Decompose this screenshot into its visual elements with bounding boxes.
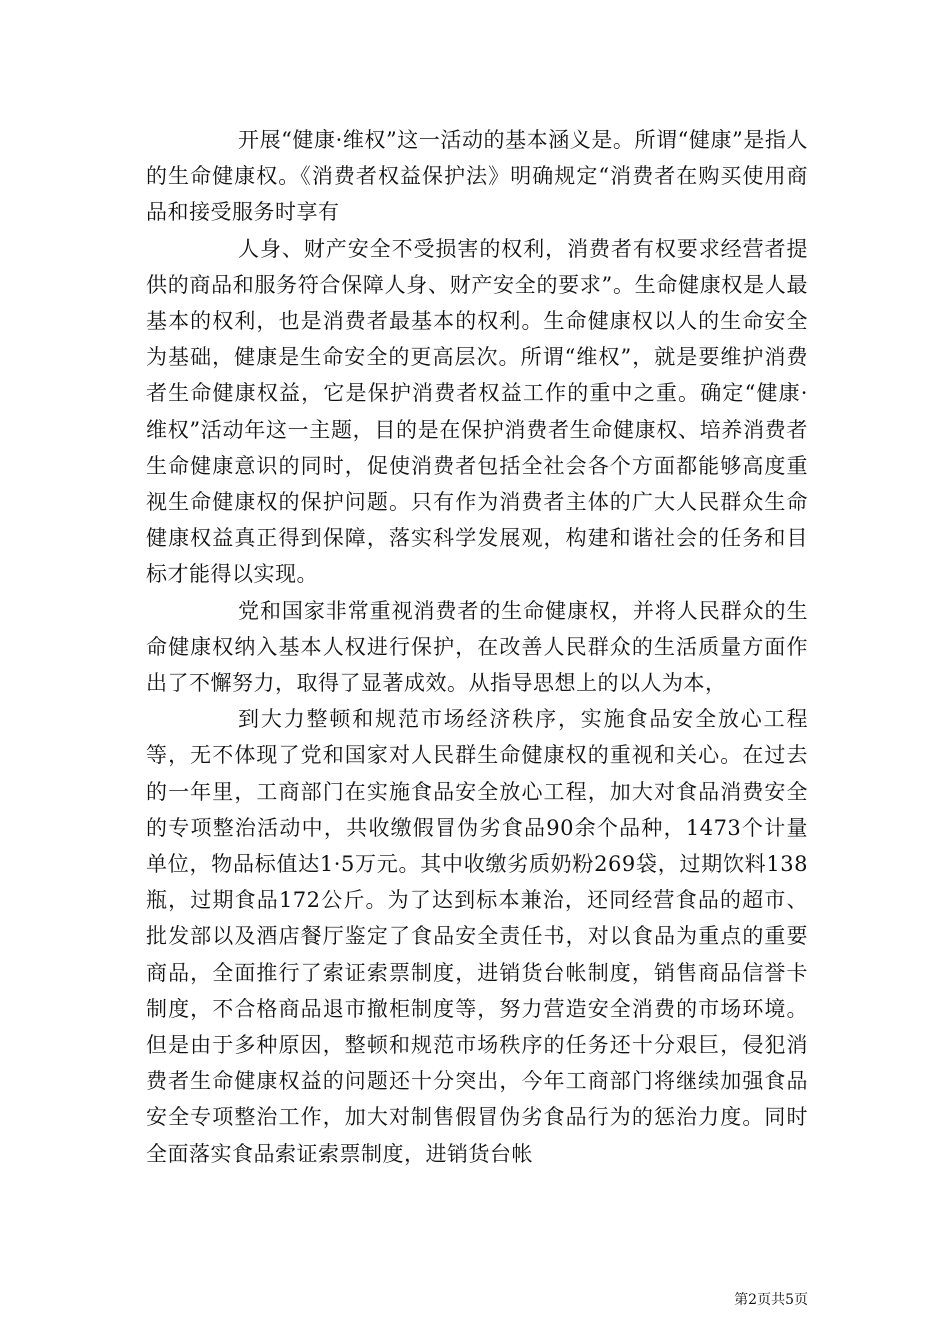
paragraph-life-health-right: 人身、财产安全不受损害的权利，消费者有权要求经营者提供的商品和服务符合保障人身、财产安全的要求”。生命健康权是人最基本的权利，也是消费者最基本的权利。生命健康权以人的生命安全为基础，健康是生命安全的更高层次。所谓“维权”，就是要维护消费者生命健康权益，它是保护消费者权益工作的重中之重。确定“健康·维权”活动年这一主题，目的是在保护消费者生命健康权、培养消费者生命健康意识的同时，促使消费者包括全社会各个方面都能够高度重视生命健康权的保护问题。只有作为消费者主体的广大人民群众生命健康权益真正得到保障，落实科学发展观，构建和谐社会的任务和目标才能得以实现。 — [146, 236, 808, 587]
paragraph-health-rights-definition: 开展“健康·维权”这一活动的基本涵义是。所谓“健康”是指人的生命健康权。《消费者权益保护法》明确规定“消费者在购买使用商品和接受服务时享有 — [146, 128, 808, 225]
page-number-footer: 第2页共5页 — [734, 1292, 808, 1308]
paragraph-party-and-state: 党和国家非常重视消费者的生命健康权，并将人民群众的生命健康权纳入基本人权进行保护，在改善人民群众的生活质量方面作出了不懈努力，取得了显著成效。从指导思想上的以人为本， — [146, 598, 808, 696]
paragraph-food-safety-work: 到大力整顿和规范市场经济秩序，实施食品安全放心工程等，无不体现了党和国家对人民群生命健康权的重视和关心。在过去的一年里，工商部门在实施食品安全放心工程，加大对食品消费安全的专项整治活动中，共收缴假冒伪劣食品90余个品种，1473个计量单位，物品标值达1·5万元。其中收缴劣质奶粉269袋，过期饮料138瓶，过期食品172公斤。为了达到标本兼治，还同经营食品的超市、批发部以及酒店餐厅鉴定了食品安全责任书，对以食品为重点的重要商品，全面推行了索证索票制度，进销货台帐制度，销售商品信誉卡制度，不合格商品退市撤柜制度等，努力营造安全消费的市场环境。但是由于多种原因，整顿和规范市场秩序的任务还十分艰巨，侵犯消费者生命健康权益的问题还十分突出，今年工商部门将继续加强食品安全专项整治工作，加大对制售假冒伪劣食品行为的惩治力度。同时全面落实食品索证索票制度，进销货台帐 — [146, 707, 808, 1166]
document-body — [146, 122, 808, 1172]
